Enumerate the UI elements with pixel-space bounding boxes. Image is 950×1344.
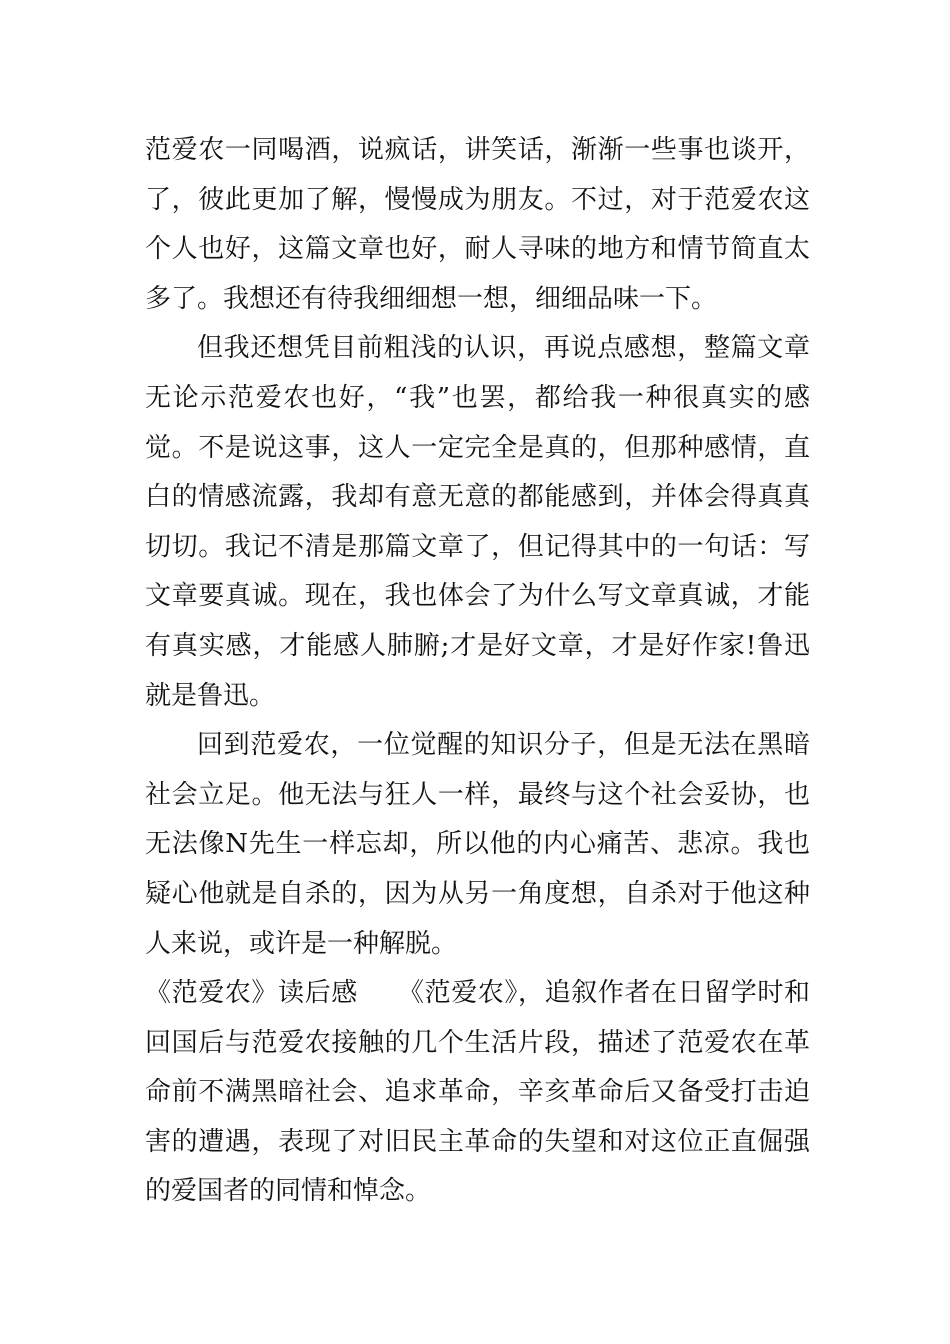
document-body bbox=[145, 126, 810, 1217]
paragraph-2: 但我还想凭目前粗浅的认识，再说点感想，整篇文章无论示范爱农也好，“我”也罢，都给我一种很真实的感觉。不是说这事，这人一定完全是真的，但那种感情，直白的情感流露，我却有意无意的都能感到，并体会得真真切切。我记不清是那篇文章了，但记得其中的一句话：写文章要真诚。现在，我也体会了为什么写文章真诚，才能有真实感，才能感人肺腑;才是好文章，才是好作家!鲁迅就是鲁迅。 bbox=[145, 333, 810, 711]
paragraph-3: 回到范爱农，一位觉醒的知识分子，但是无法在黑暗社会立足。他无法与狂人一样，最终与这个社会妥协，也无法像N先生一样忘却，所以他的内心痛苦、悲凉。我也疑心他就是自杀的，因为从另一角度想，自杀对于他这种人来说，或许是一种解脱。 bbox=[145, 730, 810, 959]
paragraph-4: 《范爱农》读后感 《范爱农》，追叙作者在日留学时和回国后与范爱农接触的几个生活片段，描述了范爱农在革命前不满黑暗社会、追求革命，辛亥革命后又备受打击迫害的遭遇，表现了对旧民主革命的失望和对这位正直倔强的爱国者的同情和悼念。 bbox=[145, 978, 810, 1207]
paragraph-1: 范爱农一同喝酒，说疯话，讲笑话，渐渐一些事也谈开，了，彼此更加了解，慢慢成为朋友。不过，对于范爱农这个人也好，这篇文章也好，耐人寻味的地方和情节简直太多了。我想还有待我细细想一想，细细品味一下。 bbox=[145, 135, 810, 314]
